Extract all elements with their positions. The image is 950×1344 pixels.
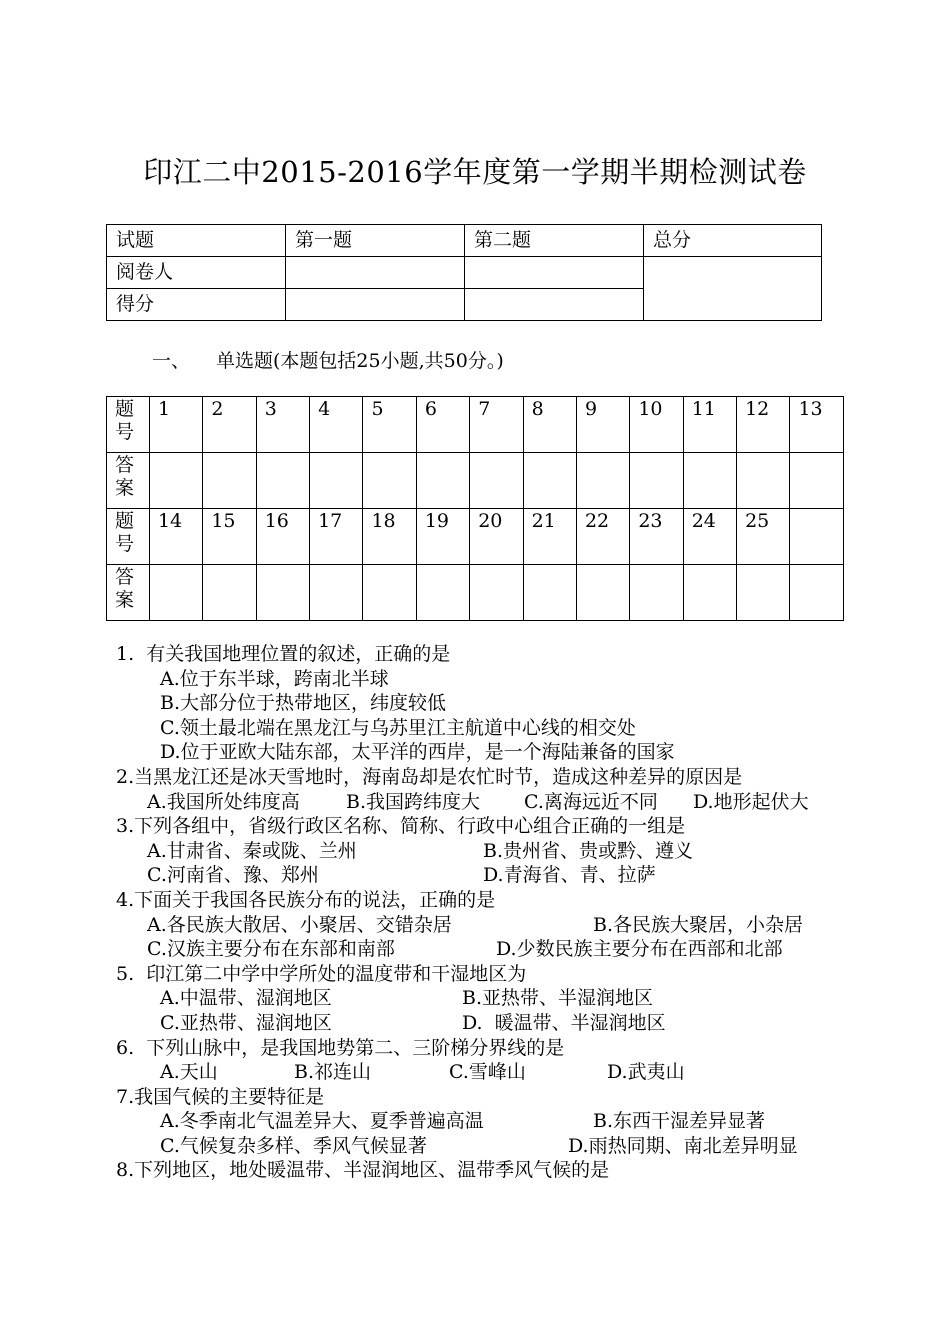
answer-cell[interactable] bbox=[149, 453, 202, 509]
question-stem: 4.下面关于我国各民族分布的说法，正确的是 bbox=[116, 888, 496, 911]
answer-cell[interactable] bbox=[630, 453, 683, 509]
score-header-cell: 第一题 bbox=[286, 225, 465, 257]
question-number-cell: 18 bbox=[363, 509, 416, 565]
option-d: D.青海省、青、拉萨 bbox=[483, 864, 656, 887]
option-b: B.亚热带、半湿润地区 bbox=[462, 987, 654, 1010]
answer-cell[interactable] bbox=[523, 453, 576, 509]
question-number-cell: 20 bbox=[470, 509, 523, 565]
question-number-cell: 8 bbox=[523, 397, 576, 453]
question-stem: 2.当黑龙江还是冰天雪地时，海南岛却是农忙时节，造成这种差异的原因是 bbox=[116, 765, 743, 788]
answer-table bbox=[106, 396, 844, 621]
answer-cell[interactable] bbox=[416, 453, 469, 509]
question-stem: 1. 有关我国地理位置的叙述，正确的是 bbox=[116, 643, 451, 665]
answer-cell[interactable] bbox=[630, 565, 683, 621]
question-number-cell: 17 bbox=[310, 509, 363, 565]
option-b: B.贵州省、贵或黔、遵义 bbox=[483, 839, 694, 862]
row-header: 题 号 bbox=[107, 509, 150, 565]
question-stem: 5. 印江第二中学中学所处的温度带和干湿地区为 bbox=[116, 962, 527, 985]
answer-cell[interactable] bbox=[523, 565, 576, 621]
answer-cell[interactable] bbox=[363, 565, 416, 621]
answer-cell[interactable] bbox=[737, 565, 790, 621]
option-a: A.甘肃省、秦或陇、兰州 bbox=[147, 839, 357, 862]
score-header-cell: 第二题 bbox=[465, 225, 644, 257]
option-d: D.位于亚欧大陆东部，太平洋的西岸，是一个海陆兼备的国家 bbox=[160, 741, 675, 764]
answer-row bbox=[107, 565, 844, 621]
section-number: 一、 bbox=[152, 350, 191, 372]
option-c: C.雪峰山 bbox=[449, 1061, 526, 1084]
score-cell[interactable] bbox=[465, 289, 644, 321]
answer-cell[interactable] bbox=[470, 565, 523, 621]
answer-cell[interactable] bbox=[149, 565, 202, 621]
option-c: C.气候复杂多样、季风气候显著 bbox=[160, 1134, 427, 1157]
question-number-cell: 19 bbox=[416, 509, 469, 565]
section-heading bbox=[152, 346, 504, 373]
question-number-cell: 3 bbox=[256, 397, 309, 453]
question-number-cell: 11 bbox=[683, 397, 736, 453]
answer-cell[interactable] bbox=[203, 565, 256, 621]
answer-cell[interactable] bbox=[310, 565, 363, 621]
question-number-cell: 14 bbox=[149, 509, 202, 565]
option-row bbox=[116, 863, 846, 888]
question-number-cell: 12 bbox=[737, 397, 790, 453]
question-number-cell bbox=[790, 509, 844, 565]
option-b: B.各民族大聚居，小杂居 bbox=[593, 913, 804, 936]
question-number-cell: 15 bbox=[203, 509, 256, 565]
question-number-cell: 16 bbox=[256, 509, 309, 565]
option-row bbox=[116, 986, 846, 1011]
option-b: B.东西干湿差异显著 bbox=[593, 1110, 766, 1133]
option-row bbox=[116, 790, 846, 815]
question-number-cell: 22 bbox=[576, 509, 629, 565]
question-number-cell: 4 bbox=[310, 397, 363, 453]
option-a: A.天山 bbox=[160, 1061, 218, 1084]
option-c: C.离海远近不同 bbox=[524, 790, 658, 813]
answer-cell[interactable] bbox=[683, 565, 736, 621]
question-stem: 6. 下列山脉中，是我国地势第二、三阶梯分界线的是 bbox=[116, 1036, 565, 1059]
answer-cell[interactable] bbox=[256, 565, 309, 621]
option-d: D.少数民族主要分布在西部和北部 bbox=[496, 938, 783, 961]
row-header: 题 号 bbox=[107, 397, 150, 453]
question-number-cell: 7 bbox=[470, 397, 523, 453]
option-b: B.祁连山 bbox=[294, 1061, 372, 1084]
option-d: D. 暖温带、半湿润地区 bbox=[462, 1011, 666, 1034]
question-number-cell: 10 bbox=[630, 397, 683, 453]
total-score-cell[interactable] bbox=[644, 257, 822, 321]
option-row bbox=[116, 913, 846, 938]
option-c: C.汉族主要分布在东部和南部 bbox=[147, 938, 395, 961]
question-number-cell: 6 bbox=[416, 397, 469, 453]
question-stem: 8.下列地区，地处暖温带、半湿润地区、温带季风气候的是 bbox=[116, 1159, 610, 1182]
option-a: A.冬季南北气温差异大、夏季普遍高温 bbox=[160, 1110, 484, 1133]
question-list bbox=[116, 642, 846, 1183]
option-c: C.河南省、豫、郑州 bbox=[147, 864, 319, 887]
question-number-cell: 24 bbox=[683, 509, 736, 565]
answer-cell[interactable] bbox=[737, 453, 790, 509]
page-title: 印江二中2015-2016学年度第一学期半期检测试卷 bbox=[143, 155, 807, 189]
answer-cell[interactable] bbox=[416, 565, 469, 621]
option-row bbox=[116, 1011, 846, 1036]
question-number-cell: 23 bbox=[630, 509, 683, 565]
score-row-label: 得分 bbox=[107, 289, 286, 321]
option-a: A.位于东半球，跨南北半球 bbox=[160, 667, 389, 690]
answer-cell[interactable] bbox=[790, 565, 844, 621]
score-table bbox=[106, 224, 822, 321]
answer-cell[interactable] bbox=[576, 453, 629, 509]
answer-cell[interactable] bbox=[470, 453, 523, 509]
option-b: B.大部分位于热带地区，纬度较低 bbox=[160, 692, 447, 715]
option-b: B.我国跨纬度大 bbox=[346, 790, 481, 813]
option-row bbox=[116, 1060, 846, 1085]
score-header-cell: 总分 bbox=[644, 225, 822, 257]
score-row-label: 阅卷人 bbox=[107, 257, 286, 289]
answer-cell[interactable] bbox=[256, 453, 309, 509]
option-row bbox=[116, 1134, 846, 1159]
question-number-row bbox=[107, 509, 844, 565]
option-a: A.我国所处纬度高 bbox=[147, 790, 300, 813]
answer-cell[interactable] bbox=[310, 453, 363, 509]
question-number-cell: 13 bbox=[790, 397, 844, 453]
option-c: C.亚热带、湿润地区 bbox=[160, 1011, 332, 1034]
option-a: A.各民族大散居、小聚居、交错杂居 bbox=[147, 913, 452, 936]
option-d: D.地形起伏大 bbox=[693, 790, 809, 813]
question-stem: 7.我国气候的主要特征是 bbox=[116, 1085, 325, 1108]
option-a: A.中温带、湿润地区 bbox=[160, 987, 332, 1010]
question-number-row bbox=[107, 397, 844, 453]
answer-cell[interactable] bbox=[683, 453, 736, 509]
score-cell[interactable] bbox=[286, 289, 465, 321]
section-text: 单选题(本题包括25小题,共50分。) bbox=[216, 350, 504, 372]
question-number-cell: 1 bbox=[149, 397, 202, 453]
answer-cell[interactable] bbox=[576, 565, 629, 621]
score-header-cell: 试题 bbox=[107, 225, 286, 257]
score-cell[interactable] bbox=[286, 257, 465, 289]
answer-cell[interactable] bbox=[363, 453, 416, 509]
question-number-cell: 25 bbox=[737, 509, 790, 565]
answer-cell[interactable] bbox=[790, 453, 844, 509]
answer-row bbox=[107, 453, 844, 509]
option-row bbox=[116, 937, 846, 962]
question-number-cell: 2 bbox=[203, 397, 256, 453]
option-row bbox=[116, 839, 846, 864]
option-row bbox=[116, 1109, 846, 1134]
option-d: D.武夷山 bbox=[607, 1061, 685, 1084]
score-cell[interactable] bbox=[465, 257, 644, 289]
question-number-cell: 5 bbox=[363, 397, 416, 453]
answer-cell[interactable] bbox=[203, 453, 256, 509]
question-number-cell: 21 bbox=[523, 509, 576, 565]
question-number-cell: 9 bbox=[576, 397, 629, 453]
option-c: C.领土最北端在黑龙江与乌苏里江主航道中心线的相交处 bbox=[160, 716, 636, 739]
question-stem: 3.下列各组中，省级行政区名称、简称、行政中心组合正确的一组是 bbox=[116, 815, 686, 838]
row-header: 答 案 bbox=[107, 565, 150, 621]
row-header: 答 案 bbox=[107, 453, 150, 509]
option-d: D.雨热同期、南北差异明显 bbox=[568, 1134, 798, 1157]
